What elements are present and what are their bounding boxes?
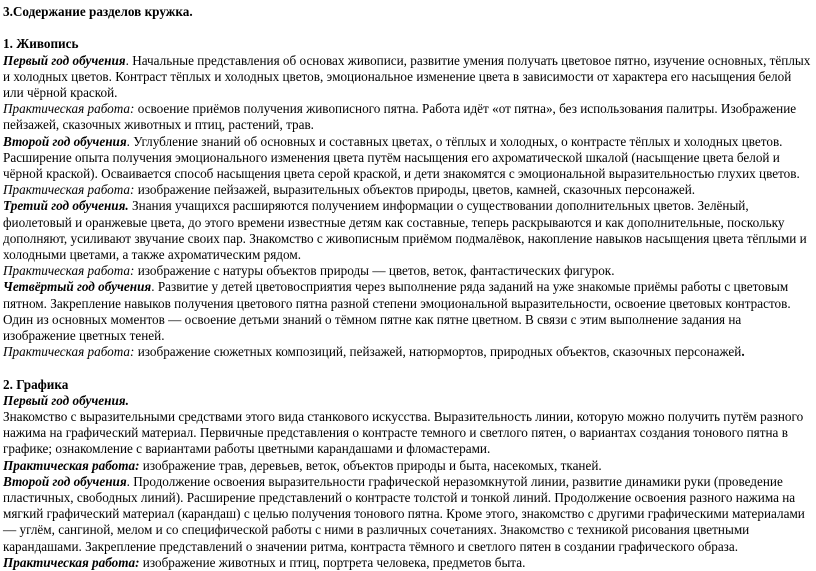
spacer — [3, 20, 813, 36]
graphics-year1-label: Первый год обучения. — [3, 392, 129, 408]
practice-end: . — [741, 344, 745, 360]
document-title: 3.Содержание разделов кружка. — [3, 4, 193, 19]
painting-year4-practice — [3, 344, 813, 360]
painting-year1-paragraph — [3, 53, 813, 102]
practice-text: изображение пейзажей, выразительных объектов природы, цветов, камней, сказочных персонажей. — [134, 182, 696, 198]
section-heading-painting: 1. Живопись — [3, 36, 79, 52]
painting-year2-text: . Углубление знаний об основных и составных цветах, о тёплых и холодных, о контрасте тёплых и холодных цветов. Расширение опыта получения эмоционального изменения цвета путём насыщения его ахроматической шкалой (насыщение цвета белой и чёрной краской). Осваивается способ насыщения цвета серой краской, и дети знакомятся с эмоциональной выразительностью глухих цветов. — [3, 133, 800, 182]
practice-label: Практическая работа: — [3, 263, 135, 279]
graphics-year1-practice — [3, 458, 813, 474]
painting-year3-label: Третий год обучения. — [3, 198, 129, 214]
painting-year3-text: Знания учащихся расширяются получением информации о существовании дополнительных цветов. Зелёный, фиолетовый и оранжевые цвета, до этого времени известные детям как составные, теперь раскрываются и как дополнительные, поскольку дополняют, усиливают звучание своих пар. Знакомство с живописным приёмом подмалёвок, накопление навыков насыщения цвета тёплыми и холодными цветами, а также ахроматическим рядом. — [3, 198, 807, 263]
painting-year3-paragraph — [3, 198, 813, 263]
practice-label: Практическая работа: — [3, 182, 135, 198]
painting-year4-label: Четвёртый год обучения — [3, 279, 152, 295]
graphics-year2-text: . Продолжение освоения выразительности графической неразомкнутой линии, развитие динамики руки (проведение пластичных, свободных линий). Расширение представлений о контрасте толстой и тонкой линий. Продолжение освоения разного нажима на мягкий графический материал (карандаш) с целью получения тонового пятна. Кроме этого, знакомство с другими графическими материалами — углём, сангиной, мелом и со специфической работы с ними в различных сочетаниях. Знакомство с техникой рисования цветными карандашами. Закрепление представлений о значении ритма, контраста тёмного и светлого пятен в создании графического образа. — [3, 473, 805, 554]
graphics-year2-label: Второй год обучения — [3, 473, 127, 489]
graphics-year2-practice — [3, 555, 813, 571]
practice-text: освоение приёмов получения живописного пятна. Работа идёт «от пятна», без использования палитры. Изображение пейзажей, сказочных животных и птиц, растений, трав. — [3, 101, 797, 133]
graphics-year2-paragraph — [3, 474, 813, 555]
graphics-year1-paragraph — [3, 409, 813, 458]
practice-label: Практическая работа: — [3, 344, 135, 360]
painting-year2-practice — [3, 182, 813, 198]
painting-year4-text: . Развитие у детей цветовосприятия через выполнение ряда заданий на уже знакомые приёмы работы с цветовым пятном. Закрепление навыков получения цветового пятна разной степени эмоциональной выразительности, освоение цветовых контрастов. Один из основных моментов — освоение детьми знаний о тёмном пятне как пятне цветном. В связи с этим выполнение задания на изображение цветных теней. — [3, 279, 791, 344]
graphics-year1-text-b: , которую можно получить путём разного нажима на графический материал. Первичные представления о контрасте темного и светлого пятен, о вариантах создания тонового пятна в графике; ознакомление с вариантами работы цветными карандашами и фломастерами. — [3, 409, 804, 457]
painting-year2-paragraph — [3, 134, 813, 183]
painting-year2-label: Второй год обучения — [3, 133, 127, 149]
practice-text: изображение трав, деревьев, веток, объектов природы и быта, насекомых, тканей. — [139, 457, 602, 473]
painting-year1-label: Первый год обучения — [3, 52, 126, 68]
practice-label: Практическая работа: — [3, 457, 140, 473]
painting-year3-practice — [3, 263, 813, 279]
spacer — [3, 360, 813, 376]
painting-year1-text: . Начальные представления об основах живописи, развитие умения получать цветовое пятно, изучение основных, тёплых и холодных цветов. Контраст тёплых и холодных цветов, эмоциональное изменение цвета в зависимости от характера его насыщения белой или чёрной краской. — [3, 52, 811, 100]
painting-year4-paragraph — [3, 279, 813, 344]
painting-year1-practice — [3, 101, 813, 133]
section-heading-graphics: 2. Графика — [3, 376, 69, 392]
practice-text: изображение с натуры объектов природы — цветов, веток, фантастических фигурок. — [134, 263, 615, 279]
practice-text: изображение животных и птиц, портрета человека, предметов быта. — [139, 554, 526, 570]
practice-label: Практическая работа: — [3, 554, 140, 570]
graphics-year1-text-a: Знакомство с выразительными средствами этого вида станкового искусства. Выразительность линии — [3, 409, 571, 425]
practice-label: Практическая работа: — [3, 101, 135, 117]
practice-text: изображение сюжетных композиций, пейзажей, натюрмортов, природных объектов, сказочных персонажей — [134, 344, 742, 360]
